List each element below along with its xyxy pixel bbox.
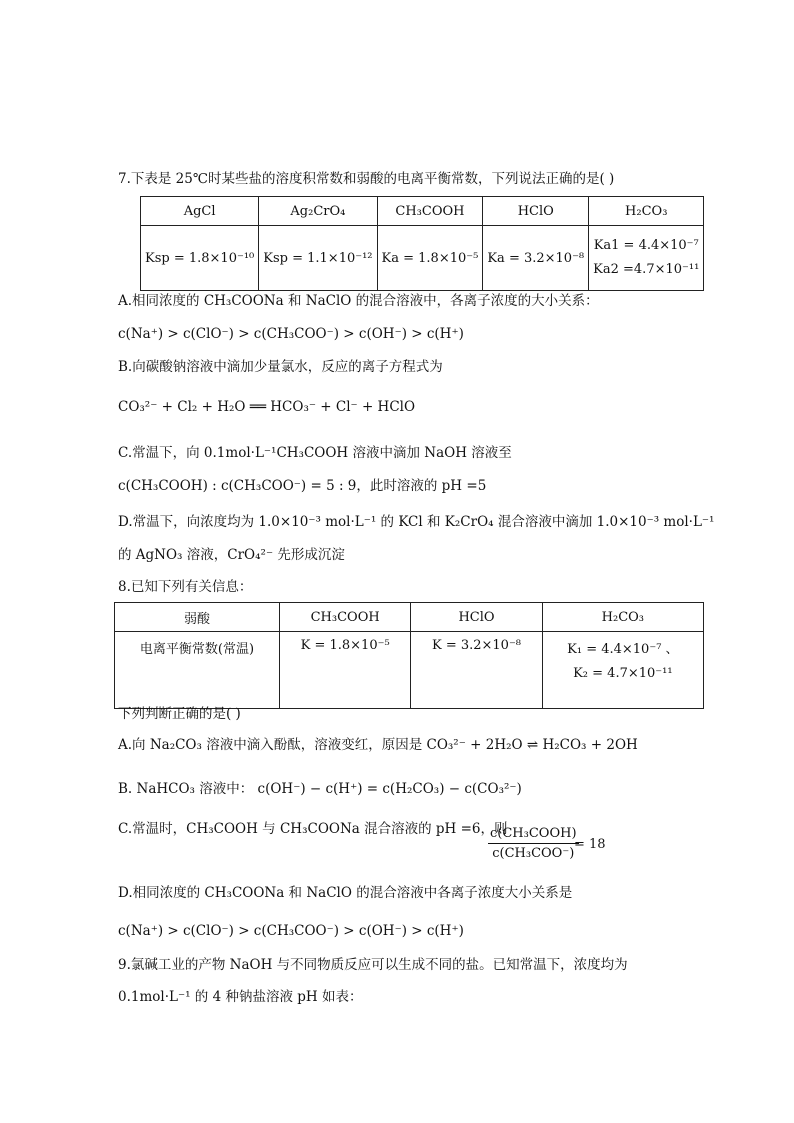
- q8-header-ch3cooh: CH₃COOH: [279, 603, 410, 632]
- q7-table-value-row: [141, 226, 704, 291]
- q7-value-h2co3: [589, 226, 704, 291]
- q8-option-d-line2: c(Na⁺) > c(ClO⁻) > c(CH₃COO⁻) > c(OH⁻) > c(H⁺): [118, 923, 464, 939]
- q8-header-h2co3: H₂CO₃: [542, 603, 703, 632]
- q7-option-d-line1: D.常温下，向浓度均为 1.0×10⁻³ mol·L⁻¹ 的 KCl 和 K₂CrO₄ 混合溶液中滴加 1.0×10⁻³ mol·L⁻¹: [118, 514, 715, 530]
- q8-header-hclo: HClO: [411, 603, 542, 632]
- q7-value-ag2cro4: Ksp = 1.1×10⁻¹²: [259, 226, 377, 291]
- q7-table-header-row: [141, 197, 704, 226]
- q7-value-agcl: Ksp = 1.8×10⁻¹⁰: [141, 226, 259, 291]
- q8-fraction-value: = 18: [574, 837, 606, 852]
- q7-option-a-line1: A.相同浓度的 CH₃COONa 和 NaClO 的混合溶液中，各离子浓度的大小关系：: [118, 293, 599, 309]
- q7-header-agcl: AgCl: [141, 197, 259, 226]
- q8-table-header-row: [115, 603, 704, 632]
- q7-h2co3-k2: Ka2 =4.7×10⁻¹¹: [593, 262, 700, 277]
- q7-stem: 7.下表是 25℃时某些盐的溶度积常数和弱酸的电离平衡常数，下列说法正确的是( ): [118, 171, 615, 187]
- q8-value-h2co3: [542, 632, 703, 709]
- q7-option-b-equation: CO₃²⁻ + Cl₂ + H₂O ══ HCO₃⁻ + Cl⁻ + HClO: [118, 399, 416, 415]
- q7-header-ch3cooh: CH₃COOH: [377, 197, 483, 226]
- q9-line2: 0.1mol·L⁻¹ 的 4 种钠盐溶液 pH 如表：: [118, 989, 363, 1005]
- q8-value-ch3cooh: K = 1.8×10⁻⁵: [279, 632, 410, 709]
- q8-stem: 8.已知下列有关信息：: [118, 579, 253, 595]
- q8-option-d-line1: D.相同浓度的 CH₃COONa 和 NaClO 的混合溶液中各离子浓度大小关系是: [118, 885, 573, 901]
- q7-header-ag2cro4: Ag₂CrO₄: [259, 197, 377, 226]
- q8-option-a: A.向 Na₂CO₃ 溶液中滴入酚酞，溶液变红，原因是 CO₃²⁻ + 2H₂O ⇌ H₂CO₃ + 2OH: [118, 737, 638, 753]
- q8-fraction-numerator: c(CH₃COOH): [488, 826, 579, 844]
- q8-option-c: C.常温时，CH₃COOH 与 CH₃COONa 混合溶液的 pH =6，则: [118, 821, 508, 837]
- q8-h2co3-k1: K₁ = 4.4×10⁻⁷ 、: [567, 642, 679, 657]
- q7-value-hclo: Ka = 3.2×10⁻⁸: [483, 226, 589, 291]
- q7-option-c-line2: c(CH₃COOH) : c(CH₃COO⁻) = 5 : 9，此时溶液的 pH =5: [118, 478, 487, 494]
- q7-option-d-line2: 的 AgNO₃ 溶液，CrO₄²⁻ 先形成沉淀: [118, 547, 345, 563]
- q7-option-a-line2: c(Na⁺) > c(ClO⁻) > c(CH₃COO⁻) > c(OH⁻) > c(H⁺): [118, 326, 464, 342]
- q7-value-ch3cooh: Ka = 1.8×10⁻⁵: [377, 226, 483, 291]
- q7-header-h2co3: H₂CO₃: [589, 197, 704, 226]
- q7-h2co3-k1: Ka1 = 4.4×10⁻⁷: [593, 238, 699, 253]
- q8-h2co3-k2: K₂ = 4.7×10⁻¹¹: [573, 666, 673, 681]
- q7-option-b-line1: B.向碳酸钠溶液中滴加少量氯水，反应的离子方程式为: [118, 359, 443, 375]
- q8-option-c-fraction: [488, 826, 579, 861]
- q8-header-weak-acid: 弱酸: [115, 603, 280, 632]
- q9-line1: 9.氯碱工业的产物 NaOH 与不同物质反应可以生成不同的盐。已知常温下，浓度均为: [118, 957, 628, 973]
- q8-judge-prompt: 下列判断正确的是( ): [118, 706, 241, 722]
- q8-table-value-row: [115, 632, 704, 709]
- q8-fraction-denominator: c(CH₃COO⁻): [492, 846, 575, 861]
- q7-table: [140, 196, 704, 291]
- q8-row-label: 电离平衡常数(常温): [115, 632, 280, 709]
- q8-table: [114, 602, 704, 709]
- q7-header-hclo: HClO: [483, 197, 589, 226]
- q8-value-hclo: K = 3.2×10⁻⁸: [411, 632, 542, 709]
- q8-option-b: B. NaHCO₃ 溶液中： c(OH⁻) − c(H⁺) = c(H₂CO₃) − c(CO₃²⁻): [118, 781, 522, 797]
- q7-option-c-line1: C.常温下，向 0.1mol·L⁻¹CH₃COOH 溶液中滴加 NaOH 溶液至: [118, 445, 512, 461]
